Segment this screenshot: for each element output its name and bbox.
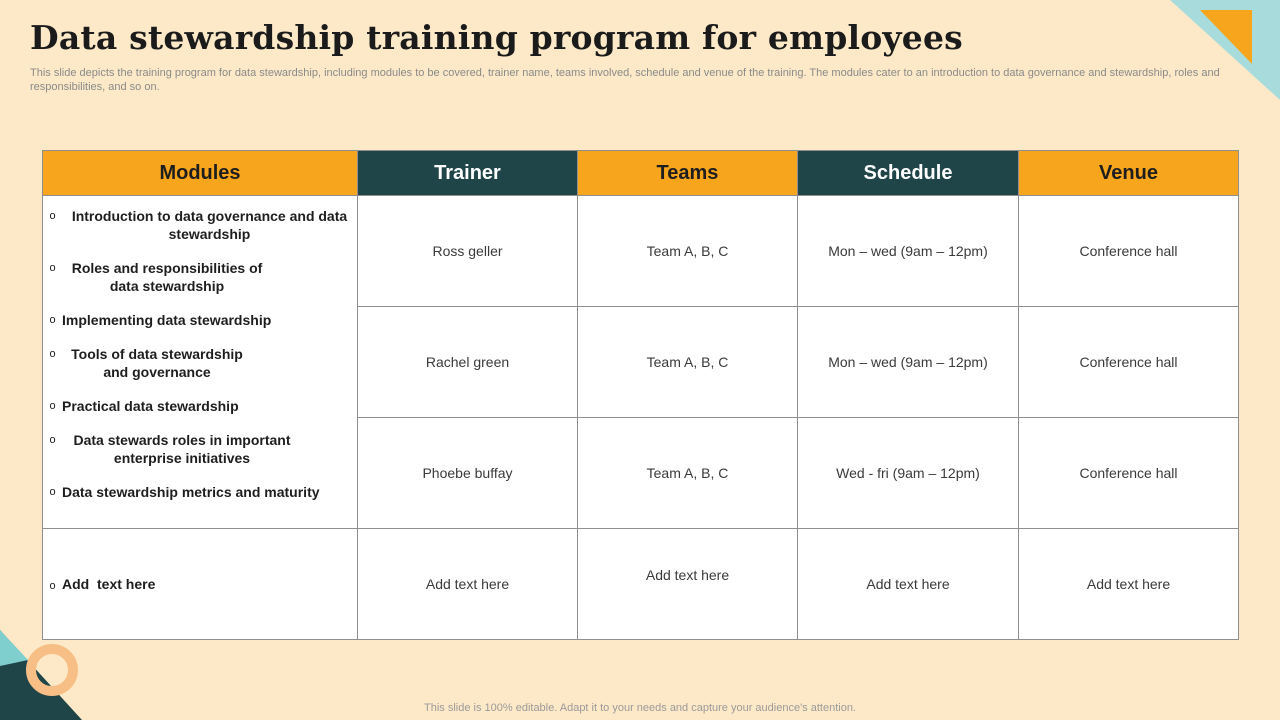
- venue-cell: Conference hall: [1019, 196, 1239, 307]
- header-venue: Venue: [1019, 151, 1239, 196]
- modules-list-cell: [43, 196, 358, 529]
- module-text: Tools of data stewardship and governance: [71, 346, 243, 380]
- module-text: Roles and responsibilities of data stewardship: [71, 260, 263, 294]
- schedule-cell: Wed - fri (9am – 12pm): [798, 418, 1019, 529]
- table-row: [43, 196, 1239, 307]
- schedule-cell: Mon – wed (9am – 12pm): [798, 196, 1019, 307]
- module-item: [43, 311, 357, 329]
- trainer-cell: Ross geller: [358, 196, 578, 307]
- header-schedule: Schedule: [798, 151, 1019, 196]
- bullet-icon: o: [49, 579, 56, 592]
- trainer-cell: Phoebe buffay: [358, 418, 578, 529]
- bullet-icon: o: [49, 262, 56, 274]
- corner-decoration-top-right: [1170, 0, 1280, 100]
- bullet-icon: o: [49, 210, 56, 222]
- module-text: Implementing data stewardship: [62, 312, 272, 328]
- module-text: Introduction to data governance and data stewardship: [71, 208, 348, 242]
- bullet-icon: o: [49, 314, 56, 326]
- teams-placeholder-cell: Add text here: [578, 529, 798, 640]
- trainer-placeholder-cell: Add text here: [358, 529, 578, 640]
- bullet-icon: o: [49, 486, 56, 498]
- header-modules: Modules: [43, 151, 358, 196]
- header-teams: Teams: [578, 151, 798, 196]
- module-item: [43, 207, 357, 243]
- footer-note: This slide is 100% editable. Adapt it to your needs and capture your audience's attention.: [424, 702, 856, 714]
- bullet-icon: o: [49, 348, 56, 360]
- slide-subtitle: This slide depicts the training program for data stewardship, including modules to be covered, trainer name, teams involved, schedule and venue of the training. The modules cater to an introduction to data governance and stewardship, roles and responsibilities, and so on.: [30, 67, 1220, 93]
- module-item: [43, 345, 357, 381]
- module-text: Practical data stewardship: [62, 398, 239, 414]
- trainer-cell: Rachel green: [358, 307, 578, 418]
- table-row-placeholder: [43, 529, 1239, 640]
- bullet-icon: o: [49, 400, 56, 412]
- training-program-table: [42, 150, 1239, 640]
- venue-cell: Conference hall: [1019, 418, 1239, 529]
- teams-cell: Team A, B, C: [578, 196, 798, 307]
- teams-cell: Team A, B, C: [578, 307, 798, 418]
- add-module-cell: [43, 529, 358, 640]
- bullet-icon: o: [49, 434, 56, 446]
- module-text: Data stewardship metrics and maturity: [62, 484, 320, 500]
- venue-placeholder-cell: Add text here: [1019, 529, 1239, 640]
- module-item: [43, 483, 357, 501]
- schedule-placeholder-cell: Add text here: [798, 529, 1019, 640]
- schedule-cell: Mon – wed (9am – 12pm): [798, 307, 1019, 418]
- module-item: [43, 397, 357, 415]
- add-module-text: Add text here: [62, 576, 156, 592]
- module-text: Data stewards roles in important enterprise initiatives: [73, 432, 291, 466]
- table-header-row: [43, 151, 1239, 196]
- teams-cell: Team A, B, C: [578, 418, 798, 529]
- slide-title: Data stewardship training program for employees: [30, 18, 963, 57]
- module-item: [43, 431, 357, 467]
- venue-cell: Conference hall: [1019, 307, 1239, 418]
- module-item: [43, 259, 357, 295]
- header-trainer: Trainer: [358, 151, 578, 196]
